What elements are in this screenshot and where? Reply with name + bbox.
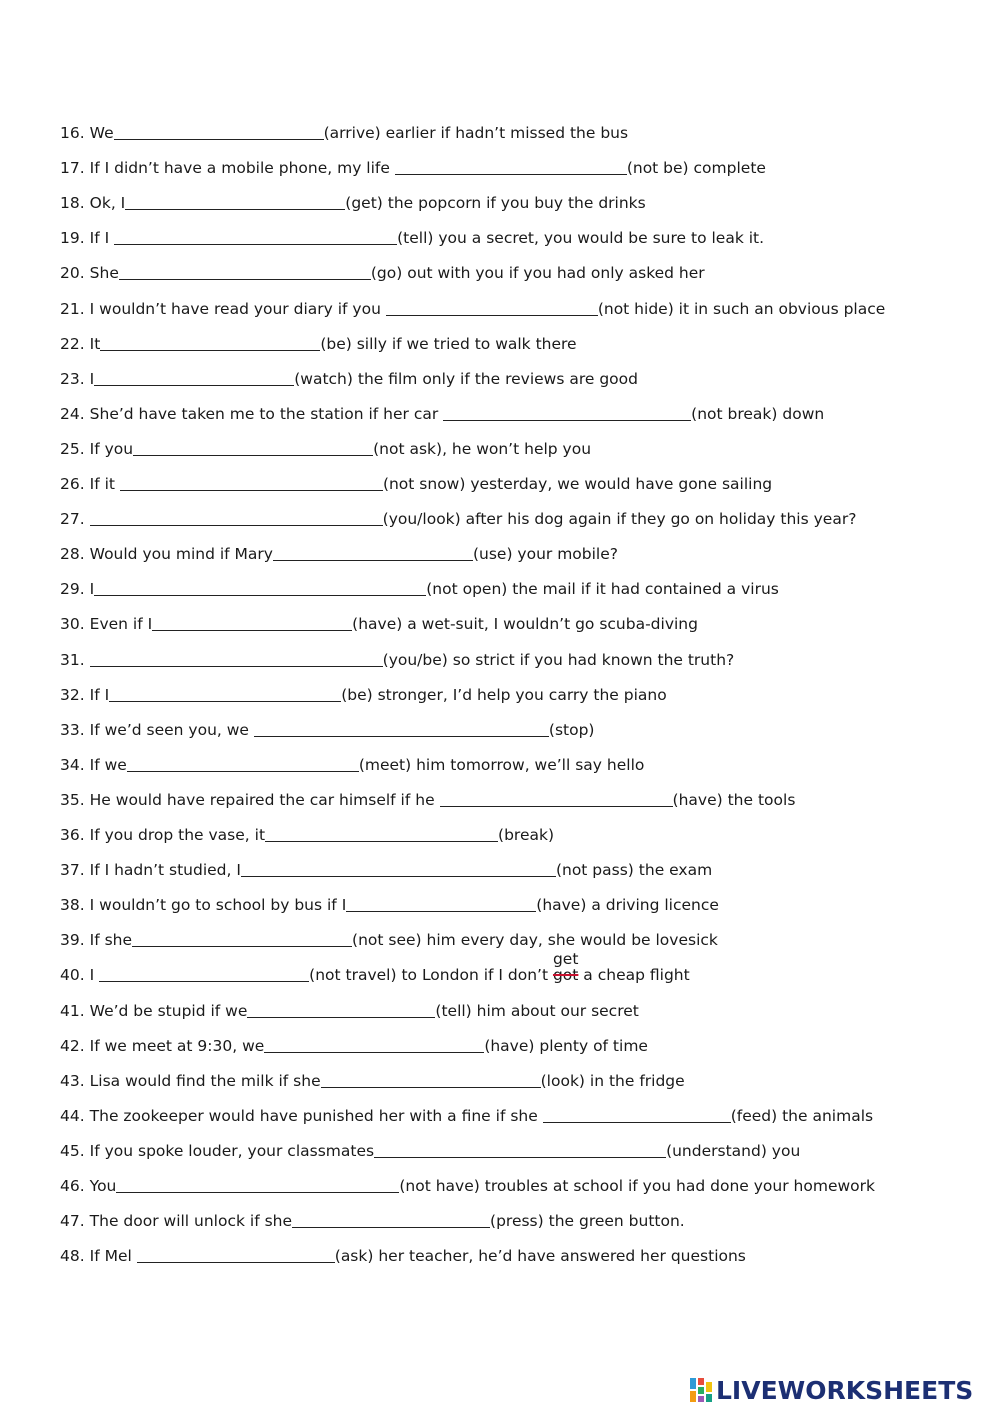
answer-input[interactable] (116, 1172, 399, 1192)
sentence-line (60, 225, 764, 251)
answer-blank[interactable] (94, 383, 294, 384)
sentence-number: 47. (60, 1212, 85, 1231)
sentence-start: If Mel (89, 1247, 137, 1266)
answer-blank[interactable] (133, 453, 373, 454)
sentence-line (60, 576, 779, 602)
sentence-line (60, 471, 772, 497)
sentence-line (60, 296, 885, 322)
sentence-number: 18. (60, 194, 85, 213)
sentence-number: 34. (60, 755, 85, 774)
answer-blank[interactable] (109, 699, 341, 700)
sentence-start: I (89, 369, 95, 388)
sentence-number: 22. (60, 334, 85, 353)
sentence-start: She’d have taken me to the station if her car (89, 404, 444, 423)
sentence-line (60, 1173, 875, 1199)
answer-blank[interactable] (100, 348, 320, 349)
sentence-end: to London if I don’t (396, 966, 553, 985)
answer-blank[interactable] (119, 277, 371, 278)
sentence-line (60, 120, 628, 146)
sentence-number: 48. (60, 1247, 85, 1266)
verb-hint: (press) (490, 1212, 544, 1231)
sentence-line (60, 155, 766, 181)
sentence-end: the green button. (543, 1212, 685, 1231)
sentence-number: 21. (60, 299, 85, 318)
verb-hint: (have) (352, 615, 403, 634)
verb-hint: (be) (320, 334, 352, 353)
answer-input[interactable] (374, 1137, 666, 1157)
sentence-line (60, 682, 667, 708)
sentence-end: a wet-suit, I wouldn’t go scuba-diving (402, 615, 698, 634)
answer-input[interactable] (94, 575, 426, 595)
sentence-number: 38. (60, 896, 85, 915)
verb-hint: (get) (345, 194, 383, 213)
sentence-line (60, 611, 698, 637)
verb-hint: (not break) (691, 404, 778, 423)
answer-input[interactable] (346, 891, 536, 911)
answer-blank[interactable] (120, 488, 383, 489)
correction-word: get (552, 950, 579, 969)
answer-input[interactable] (114, 224, 397, 244)
sentence-end: a driving licence (586, 896, 719, 915)
verb-hint: (tell) (435, 1001, 472, 1020)
sentence-end: him every day, she would be lovesick (421, 931, 718, 950)
sentence-start: He would have repaired the car himself if he (89, 790, 440, 809)
sentence-number: 35. (60, 790, 85, 809)
answer-input[interactable] (120, 470, 383, 490)
answer-blank[interactable] (90, 664, 383, 665)
sentence-number: 43. (60, 1071, 85, 1090)
sentence-number: 41. (60, 1001, 85, 1020)
verb-hint: (have) (484, 1036, 535, 1055)
verb-hint: (not have) (399, 1177, 480, 1195)
answer-input[interactable] (94, 365, 294, 385)
sentence-start: Lisa would find the milk if she (89, 1071, 321, 1090)
sentence-start: It (89, 334, 101, 353)
sentence-number: 25. (60, 439, 85, 458)
answer-blank[interactable] (132, 944, 352, 945)
answer-input[interactable] (100, 330, 320, 350)
sentence-number: 30. (60, 615, 85, 634)
answer-input[interactable] (386, 295, 598, 315)
verb-hint: (feed) (730, 1106, 778, 1125)
answer-input[interactable] (321, 1067, 541, 1087)
answer-input[interactable] (292, 1207, 490, 1227)
sentence-start: If I hadn’t studied, I (89, 861, 241, 880)
verb-hint: (break) (498, 826, 555, 844)
answer-input[interactable] (109, 681, 341, 701)
liveworksheets-logo (690, 1372, 973, 1408)
sentence-line (60, 1068, 685, 1094)
sentence-start: Even if I (89, 615, 153, 634)
answer-blank[interactable] (241, 874, 556, 875)
answer-blank[interactable] (321, 1085, 541, 1086)
answer-blank[interactable] (273, 558, 473, 559)
sentence-end: earlier if hadn’t missed the bus (380, 124, 629, 142)
verb-hint: (you/be) (382, 650, 448, 669)
sentence-end: so strict if you had known the truth? (447, 650, 735, 669)
verb-hint: (meet) (358, 755, 412, 774)
verb-hint: (not hide) (597, 299, 674, 318)
answer-input[interactable] (443, 400, 691, 420)
sentence-number: 27. (60, 510, 85, 529)
answer-input[interactable] (137, 1242, 335, 1262)
verb-hint: (understand) (666, 1141, 767, 1160)
sentence-start: If I didn’t have a mobile phone, my life (89, 159, 395, 178)
sentence-end: out with you if you had only asked her (402, 264, 705, 283)
sentence-start: You (89, 1177, 117, 1195)
sentence-number: 23. (60, 369, 85, 388)
sentence-end: the film only if the reviews are good (352, 369, 638, 388)
sentence-number: 29. (60, 580, 85, 599)
sentence-start: We’d be stupid if we (89, 1001, 248, 1020)
verb-hint: (have) (536, 896, 587, 915)
answer-input[interactable] (254, 716, 549, 736)
answer-blank[interactable] (247, 1015, 435, 1016)
sentence-end: , he won’t help you (442, 439, 592, 458)
answer-blank[interactable] (127, 769, 359, 770)
sentence-start: If we (89, 755, 127, 774)
sentence-number: 28. (60, 545, 85, 564)
sentence-start: If you drop the vase, it (89, 826, 266, 844)
sentence-line (60, 1103, 873, 1129)
verb-hint: (be) (341, 685, 373, 704)
answer-blank[interactable] (125, 207, 345, 208)
verb-hint: (arrive) (323, 124, 381, 142)
sentence-end: in the fridge (584, 1071, 685, 1090)
answer-blank[interactable] (543, 1120, 731, 1121)
sentence-number: 45. (60, 1141, 85, 1160)
sentence-end: plenty of time (534, 1036, 648, 1055)
sentence-line (60, 366, 638, 392)
sentence-start: She (89, 264, 119, 283)
handwritten-correction (552, 950, 579, 988)
sentence-number: 44. (60, 1106, 85, 1125)
sentence-line (60, 1033, 648, 1059)
sentence-end-2: a cheap flight (578, 966, 690, 985)
sentence-number: 16. (60, 124, 85, 142)
sentence-start: If you (89, 439, 134, 458)
answer-input[interactable] (99, 961, 309, 981)
sentence-end: troubles at school if you had done your homework (479, 1177, 875, 1195)
answer-input[interactable] (264, 1032, 484, 1052)
answer-input[interactable] (119, 259, 371, 279)
sentence-number: 46. (60, 1177, 85, 1195)
answer-blank[interactable] (346, 909, 536, 910)
verb-hint: (ask) (334, 1247, 374, 1266)
sentence-number: 39. (60, 931, 85, 950)
answer-input[interactable] (90, 505, 383, 525)
sentence-end: down (777, 404, 825, 423)
answer-blank[interactable] (292, 1225, 490, 1226)
answer-blank[interactable] (114, 137, 324, 138)
sentence-start: I (89, 580, 95, 599)
sentence-start: I wouldn’t go to school by bus if I (89, 896, 347, 915)
sentence-start: Ok, I (89, 194, 126, 213)
sentence-end: him about our secret (471, 1001, 639, 1020)
sentence-end: after his dog again if they go on holiday this year? (460, 510, 857, 529)
sentence-line (60, 787, 795, 813)
verb-hint: (not see) (352, 931, 422, 950)
sentence-number: 32. (60, 685, 85, 704)
sentence-start: We (89, 124, 114, 142)
answer-input[interactable] (125, 189, 345, 209)
sentence-end: you a secret, you would be sure to leak it. (433, 229, 765, 248)
sentence-line (60, 1138, 800, 1164)
answer-input[interactable] (114, 119, 324, 139)
verb-hint: (not open) (426, 580, 508, 599)
sentence-start: The zookeeper would have punished her with a fine if she (89, 1106, 543, 1125)
sentence-end: yesterday, we would have gone sailing (465, 475, 773, 493)
struck-word: got (552, 966, 579, 985)
sentence-start: If it (89, 475, 120, 493)
sentence-end: the popcorn if you buy the drinks (382, 194, 646, 213)
sentence-start: If we meet at 9:30, we (89, 1036, 265, 1055)
sentence-start: Would you mind if Mary (89, 545, 273, 564)
sentence-line (60, 260, 705, 286)
verb-hint: (not pass) (555, 861, 634, 880)
sentence-line (60, 541, 618, 567)
sentence-number: 19. (60, 229, 85, 248)
sentence-line (60, 436, 591, 462)
sentence-end: your mobile? (512, 545, 619, 564)
sentence-line (60, 822, 554, 848)
answer-input[interactable] (265, 821, 498, 841)
sentence-end: the tools (722, 790, 796, 809)
sentence-line (60, 998, 639, 1024)
answer-blank[interactable] (443, 418, 691, 419)
answer-blank[interactable] (264, 1050, 484, 1051)
sentence-start: If she (89, 931, 133, 950)
liveworksheets-logo-icon (690, 1378, 712, 1402)
sentence-number: 40. (60, 966, 85, 985)
answer-input[interactable] (152, 610, 352, 630)
sentence-number: 37. (60, 861, 85, 880)
answer-blank[interactable] (114, 242, 397, 243)
sentence-number: 31. (60, 650, 85, 669)
sentence-line (60, 1243, 746, 1269)
sentence-line (60, 857, 712, 883)
answer-input[interactable] (395, 154, 627, 174)
sentence-start: If we’d seen you, we (89, 720, 254, 739)
sentence-line (60, 647, 734, 673)
sentence-line (60, 331, 577, 357)
sentence-line (60, 892, 719, 918)
sentence-number: 36. (60, 826, 85, 844)
answer-blank[interactable] (395, 172, 627, 173)
answer-input[interactable] (440, 786, 673, 806)
verb-hint: (have) (672, 790, 723, 809)
sentence-end: the exam (633, 861, 713, 880)
answer-blank[interactable] (440, 804, 673, 805)
sentence-number: 42. (60, 1036, 85, 1055)
answer-input[interactable] (247, 997, 435, 1017)
sentence-end: you (766, 1141, 801, 1160)
answer-input[interactable] (543, 1102, 731, 1122)
answer-input[interactable] (127, 751, 359, 771)
verb-hint: (not travel) (309, 966, 397, 985)
answer-blank[interactable] (265, 839, 498, 840)
sentence-end: the animals (777, 1106, 874, 1125)
verb-hint: (not snow) (382, 475, 466, 493)
sentence-start: If I (89, 229, 115, 248)
sentence-number: 20. (60, 264, 85, 283)
verb-hint: (not be) (626, 159, 689, 178)
sentence-start: I (89, 966, 100, 985)
sentence-line (60, 927, 718, 953)
sentence-end: it in such an obvious place (673, 299, 886, 318)
sentence-line (60, 506, 856, 532)
answer-blank[interactable] (254, 734, 549, 735)
verb-hint: (go) (370, 264, 403, 283)
answer-blank[interactable] (90, 523, 383, 524)
verb-hint: (you/look) (382, 510, 461, 529)
answer-blank[interactable] (374, 1155, 666, 1156)
sentence-start: I wouldn’t have read your diary if you (89, 299, 386, 318)
sentence-number: 26. (60, 475, 85, 493)
sentence-line (60, 752, 644, 778)
sentence-line (60, 717, 594, 743)
sentence-end: him tomorrow, we’ll say hello (411, 755, 645, 774)
sentence-line (60, 1208, 685, 1234)
sentence-line (60, 950, 690, 988)
brand-name: LIVEWORKSHEETS (716, 1375, 974, 1405)
answer-blank[interactable] (386, 313, 598, 314)
answer-blank[interactable] (152, 628, 352, 629)
sentence-start: If I (89, 685, 110, 704)
verb-hint: (use) (472, 545, 513, 564)
sentence-number: 17. (60, 159, 85, 178)
verb-hint: (watch) (294, 369, 353, 388)
verb-hint: (stop) (548, 720, 595, 739)
sentence-start: If you spoke louder, your classmates (89, 1141, 375, 1160)
answer-blank[interactable] (94, 593, 426, 594)
sentence-line (60, 190, 646, 216)
answer-input[interactable] (132, 926, 352, 946)
sentence-end: stronger, I’d help you carry the piano (372, 685, 667, 704)
answer-input[interactable] (241, 856, 556, 876)
verb-hint: (not ask) (373, 439, 443, 458)
sentence-number: 24. (60, 404, 85, 423)
sentence-end: silly if we tried to walk there (351, 334, 577, 353)
answer-input[interactable] (133, 435, 373, 455)
answer-blank[interactable] (116, 1190, 399, 1191)
sentence-line (60, 401, 824, 427)
answer-blank[interactable] (137, 1260, 335, 1261)
sentence-number: 33. (60, 720, 85, 739)
answer-input[interactable] (90, 646, 383, 666)
sentence-end: her teacher, he’d have answered her questions (373, 1247, 746, 1266)
sentence-start: The door will unlock if she (89, 1212, 293, 1231)
verb-hint: (look) (540, 1071, 585, 1090)
sentence-end: the mail if it had contained a virus (507, 580, 779, 599)
verb-hint: (tell) (397, 229, 434, 248)
sentence-end: complete (688, 159, 766, 178)
answer-input[interactable] (273, 540, 473, 560)
answer-blank[interactable] (99, 979, 309, 980)
